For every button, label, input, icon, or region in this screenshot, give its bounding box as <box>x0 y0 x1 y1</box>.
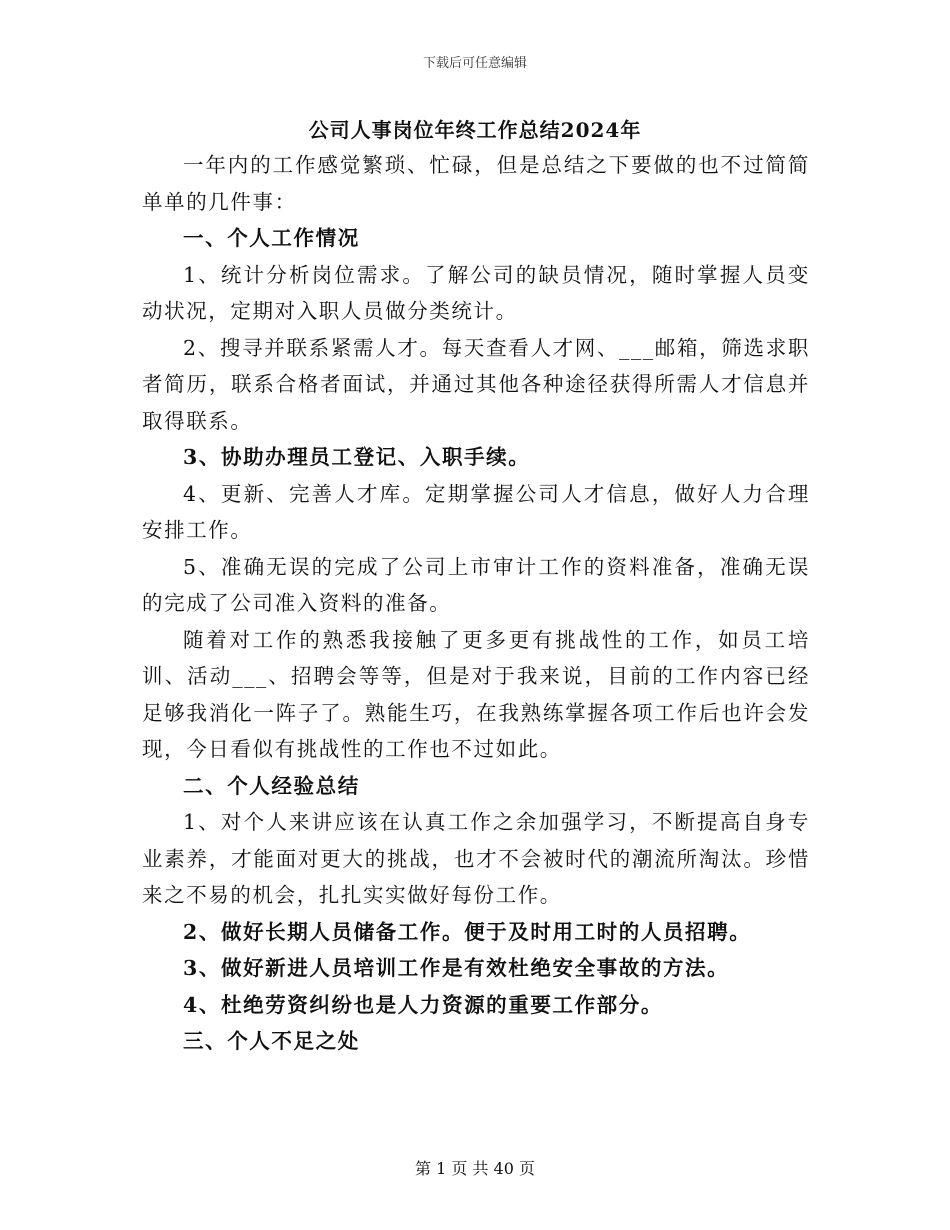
paragraph-item-1-2: 2、搜寻并联系紧需人才。每天查看人才网、___邮箱，筛选求职者简历，联系合格者面试，并通过其他各种途径获得所需人才信息并取得联系。 <box>142 335 810 433</box>
paragraph-item-1-4: 4、更新、完善人才库。定期掌握公司人才信息，做好人力合理安排工作。 <box>142 481 810 542</box>
paragraph-item-2-3: 3、做好新进人员培训工作是有效杜绝安全事故的方法。 <box>183 956 730 980</box>
paragraph-item-1-3: 3、协助办理员工登记、入职手续。 <box>183 445 531 469</box>
document-title: 公司人事岗位年终工作总结2024年 <box>308 118 642 142</box>
paragraph-item-2-2: 2、做好长期人员储备工作。便于及时用工时的人员招聘。 <box>183 919 752 944</box>
paragraph-item-2-1: 1、对个人来讲应该在认真工作之余加强学习，不断提高自身专业素养，才能面对更大的挑战，也才不会被时代的潮流所淘汰。珍惜来之不易的机会，扎扎实实做好每份工作。 <box>142 810 810 907</box>
paragraph-intro: 一年内的工作感觉繁琐、忙碌，但是总结之下要做的也不过简简单单的几件事： <box>142 153 810 214</box>
paragraph-item-1-1: 1、统计分析岗位需求。了解公司的缺员情况，随时掌握人员变动状况，定期对入职人员做分类统计。 <box>142 262 810 323</box>
section-heading-1: 一、个人工作情况 <box>183 226 360 250</box>
document-body <box>142 147 810 1060</box>
paragraph-item-2-4: 4、杜绝劳资纠纷也是人力资源的重要工作部分。 <box>183 992 663 1017</box>
paragraph-item-1-5: 5、准确无误的完成了公司上市审计工作的资料准备，准确无误的完成了公司准入资料的准备。 <box>142 554 810 615</box>
section-heading-2: 二、个人经验总结 <box>183 773 360 798</box>
section-heading-3: 三、个人不足之处 <box>183 1029 360 1053</box>
page-header-note: 下载后可任意编辑 <box>422 56 527 71</box>
paragraph-challenges: 随着对工作的熟悉我接触了更多更有挑战性的工作，如员工培训、活动___、招聘会等等，但是对于我来说，目前的工作内容已经足够我消化一阵子了。熟能生巧，在我熟练掌握各项工作后也许会发现，今日看似有挑战性的工作也不过如此。 <box>142 627 810 761</box>
page-footer: 第 1 页 共 40 页 <box>415 1159 535 1178</box>
